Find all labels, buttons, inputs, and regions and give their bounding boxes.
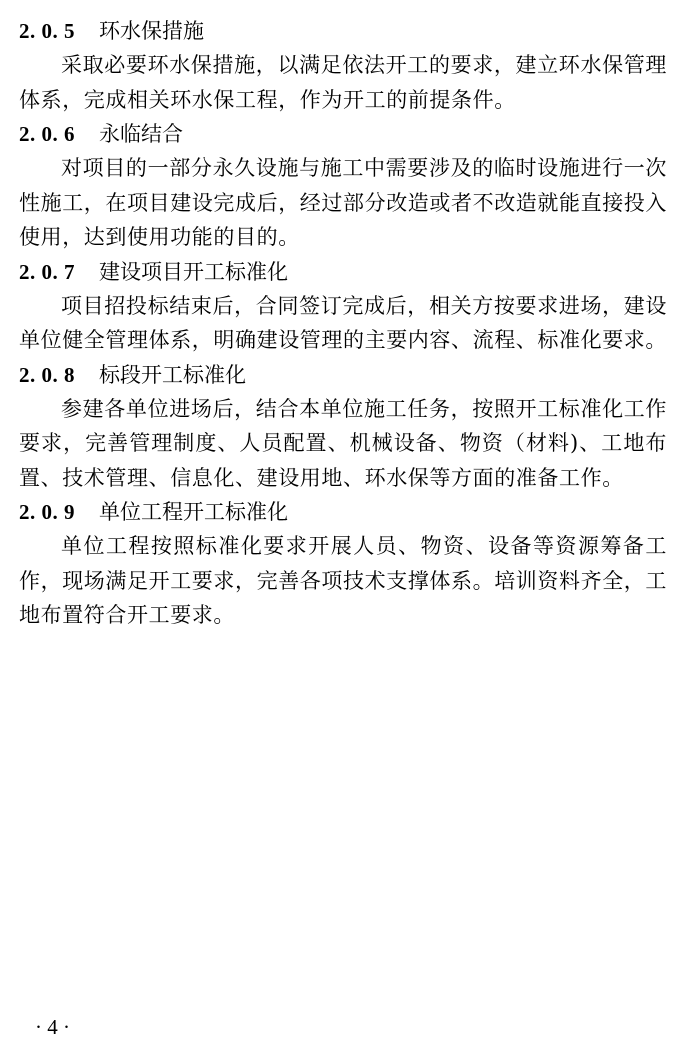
section-title: 永临结合 xyxy=(99,122,183,146)
document-page xyxy=(19,14,667,633)
section-body: 参建各单位进场后，结合本单位施工任务，按照开工标准化工作要求，完善管理制度、人员配置、机械设备、物资（材料)、工地布置、技术管理、信息化、建设用地、环水保等方面的准备工作。 xyxy=(19,396,667,490)
section-title: 建设项目开工标准化 xyxy=(99,259,288,284)
section-body: 单位工程按照标准化要求开展人员、物资、设备等资源筹备工作，现场满足开工要求，完善各项技术支撑体系。培训资料齐全，工地布置符合开工要求。 xyxy=(19,534,667,627)
section-heading xyxy=(19,358,667,392)
section-2-0-8 xyxy=(19,358,667,496)
section-number: 2. 0. 5 xyxy=(19,19,75,43)
section-title: 环水保措施 xyxy=(99,19,204,43)
section-2-0-7 xyxy=(19,255,667,358)
section-number: 2. 0. 7 xyxy=(19,259,75,284)
section-2-0-9 xyxy=(19,495,667,633)
section-heading xyxy=(19,255,667,289)
section-heading xyxy=(19,117,667,151)
section-body: 项目招投标结束后，合同签订完成后，相关方按要求进场，建设单位健全管理体系，明确建设管理的主要内容、流程、标准化要求。 xyxy=(19,293,667,352)
page-number: · 4 · xyxy=(35,1015,70,1039)
section-2-0-6 xyxy=(19,117,667,255)
section-number: 2. 0. 8 xyxy=(19,362,75,387)
section-body: 采取必要环水保措施，以满足依法开工的要求，建立环水保管理体系，完成相关环水保工程，作为开工的前提条件。 xyxy=(19,53,667,112)
section-2-0-5 xyxy=(19,14,667,117)
section-title: 标段开工标准化 xyxy=(99,362,246,387)
section-body: 对项目的一部分永久设施与施工中需要涉及的临时设施进行一次性施工，在项目建设完成后，经过部分改造或者不改造就能直接投入使用，达到使用功能的目的。 xyxy=(19,156,667,249)
section-heading xyxy=(19,495,667,529)
section-title: 单位工程开工标准化 xyxy=(99,500,288,524)
section-number: 2. 0. 6 xyxy=(19,122,75,146)
section-number: 2. 0. 9 xyxy=(19,500,75,524)
section-heading xyxy=(19,14,667,48)
